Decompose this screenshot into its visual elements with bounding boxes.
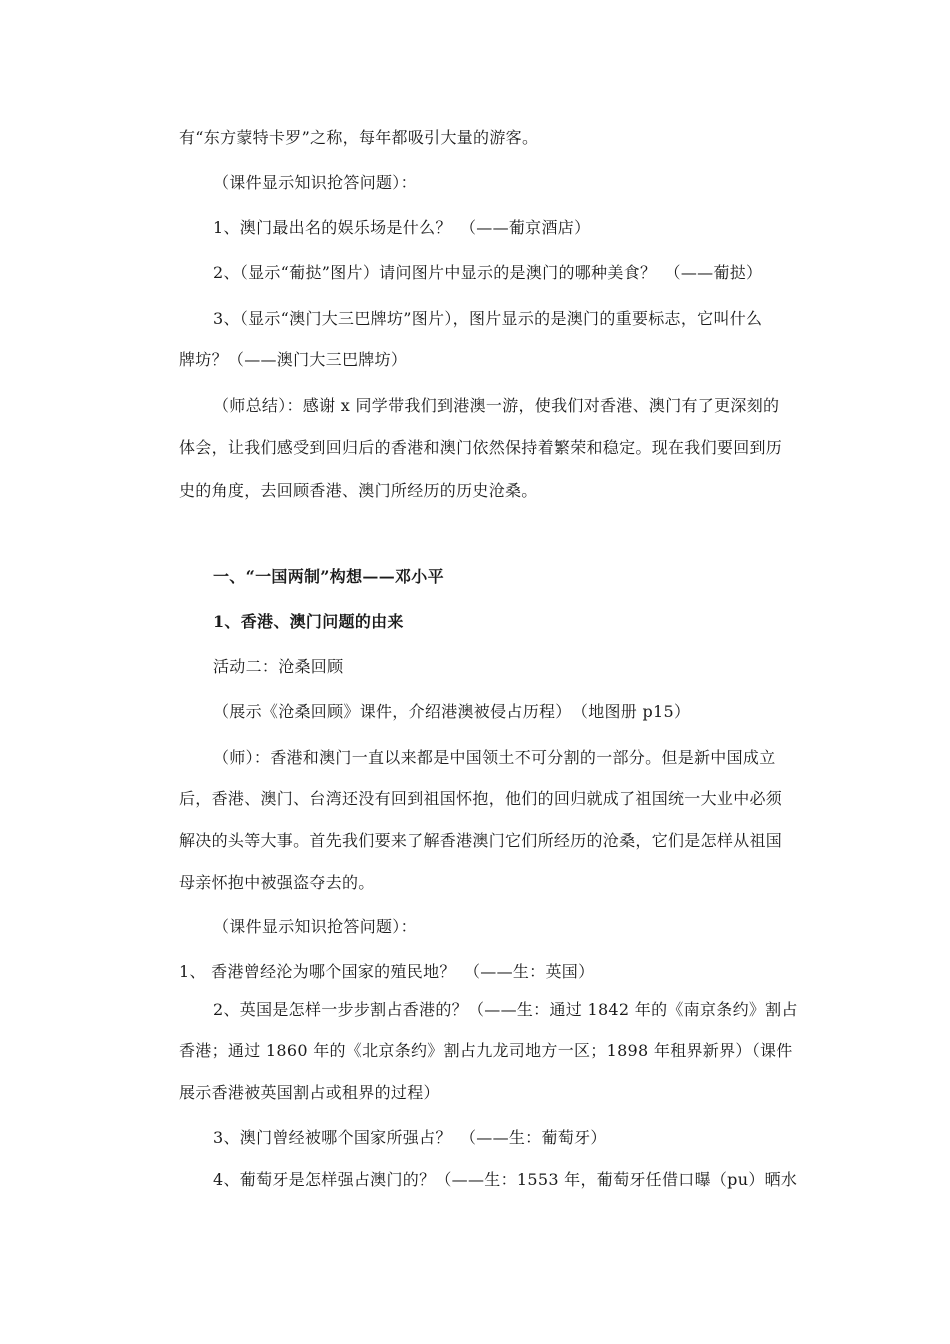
paragraph-line: （师）：香港和澳门一直以来都是中国领土不可分割的一部分。但是新中国成立: [213, 748, 776, 767]
paragraph-line: （课件显示知识抢答问题）：: [213, 173, 417, 192]
paragraph-line: （师总结）：感谢 x 同学带我们到港澳一游，使我们对香港、澳门有了更深刻的: [213, 396, 780, 415]
paragraph-line: 体会，让我们感受到回归后的香港和澳门依然保持着繁荣和稳定。现在我们要回到历: [179, 438, 783, 457]
list-item: 1、 香港曾经沦为哪个国家的殖民地？ （——生：英国）: [179, 962, 595, 981]
paragraph-line: 后，香港、澳门、台湾还没有回到祖国怀抱，他们的回归就成了祖国统一大业中必须: [179, 789, 783, 808]
paragraph-line: （课件显示知识抢答问题）：: [213, 917, 417, 936]
paragraph-line: （展示《沧桑回顾》课件，介绍港澳被侵占历程） （地图册 p15）: [213, 702, 691, 721]
list-item: 4、葡萄牙是怎样强占澳门的？（——生：1553 年，葡萄牙任借口曝（pu）晒水: [213, 1170, 798, 1189]
section-heading: 一、“一国两制”构想——邓小平: [213, 567, 444, 586]
list-item: 3、澳门曾经被哪个国家所强占？ （——生：葡萄牙）: [213, 1128, 607, 1147]
paragraph-line: 香港；通过 1860 年的《北京条约》割占九龙司地方一区；1898 年租界新界）（课件: [179, 1041, 793, 1060]
paragraph-line: 有“东方蒙特卡罗”之称，每年都吸引大量的游客。: [179, 128, 539, 147]
paragraph-line: 母亲怀抱中被强盗夺去的。: [179, 873, 375, 892]
paragraph-line: 史的角度，去回顾香港、澳门所经历的历史沧桑。: [179, 481, 538, 500]
list-item: 2、（显示“葡挞”图片）请问图片中显示的是澳门的哪种美食？ （——葡挞）: [213, 263, 763, 282]
subsection-heading: 1、香港、澳门问题的由来: [213, 612, 404, 631]
list-item: 2、英国是怎样一步步割占香港的？（——生：通过 1842 年的《南京条约》割占: [213, 1000, 798, 1019]
list-item: 3、（显示“澳门大三巴牌坊”图片），图片显示的是澳门的重要标志，它叫什么: [213, 309, 763, 328]
paragraph-line: 解决的头等大事。首先我们要来了解香港澳门它们所经历的沧桑，它们是怎样从祖国: [179, 831, 783, 850]
list-item: 1、澳门最出名的娱乐场是什么？ （——葡京酒店）: [213, 218, 591, 237]
paragraph-line: 牌坊？（——澳门大三巴牌坊）: [179, 350, 408, 369]
paragraph-line: 展示香港被英国割占或租界的过程）: [179, 1083, 440, 1102]
paragraph-line: 活动二：沧桑回顾: [213, 657, 344, 676]
